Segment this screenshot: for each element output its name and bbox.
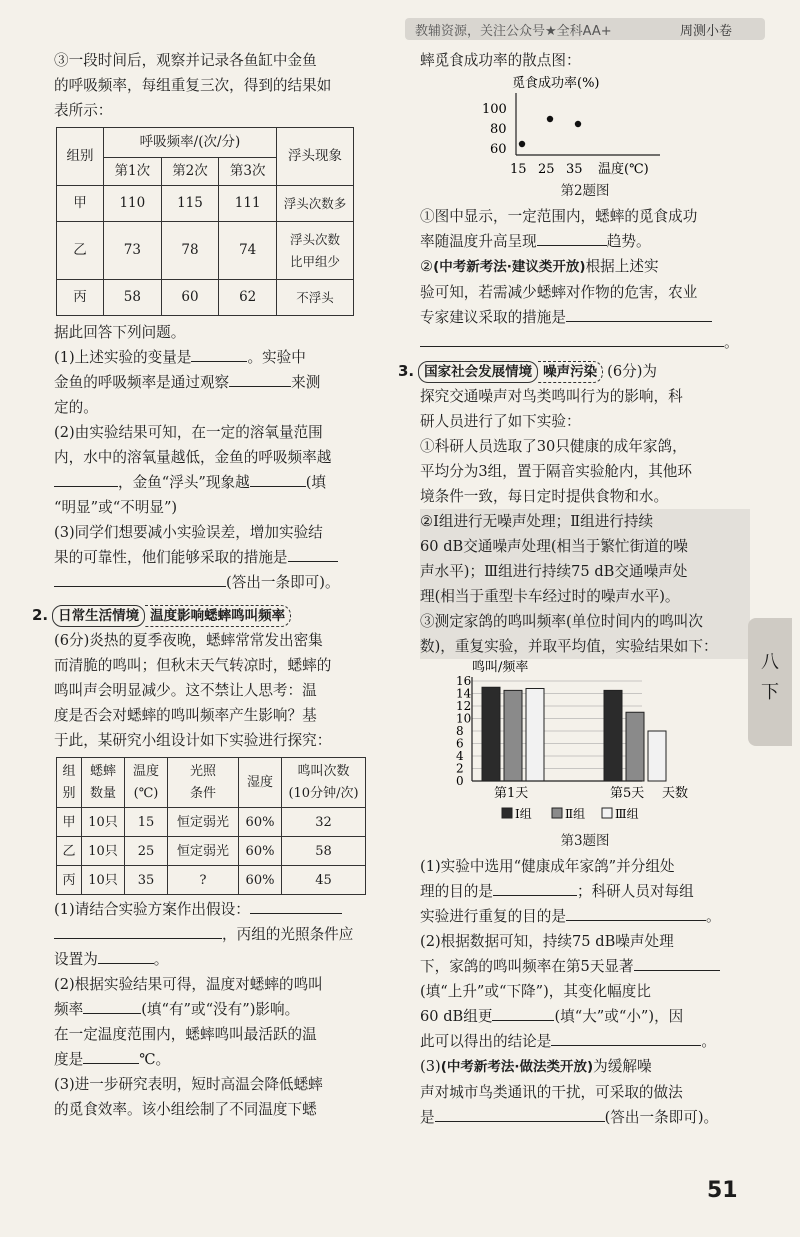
th: [57, 758, 82, 808]
cell: ?: [168, 866, 239, 895]
text: 此可以得出的结论是: [420, 1033, 552, 1050]
bar-ytick: 14: [456, 686, 472, 701]
q2-p5: [420, 254, 750, 280]
text: ，丙组的光照条件应: [222, 926, 354, 943]
question-number: 2.: [32, 606, 49, 624]
q3-line: ③测定家鸽的鸣叫频率(单位时间内的鸣叫次: [420, 609, 750, 634]
respiration-table: [56, 127, 354, 316]
th: [82, 758, 125, 808]
cell: 恒定弱光: [168, 808, 239, 837]
side-tab-term: 下: [761, 682, 779, 703]
answer-blank[interactable]: [551, 1031, 701, 1046]
legend-swatch: [602, 808, 612, 818]
cell: 10只: [82, 808, 125, 837]
scatter-point: [575, 121, 581, 127]
text: (1)请结合实验方案作出假设：: [54, 901, 250, 918]
grade-side-tab: [748, 618, 792, 746]
cell: 45: [282, 866, 366, 895]
answer-blank[interactable]: [83, 999, 141, 1014]
text: 根据上述实: [585, 258, 659, 275]
q2-p5: 验可知，若需减少蟋蟀对作物的危害，农业: [420, 284, 698, 301]
bar-marks: [482, 687, 666, 781]
th-line: 别: [62, 785, 76, 801]
answer-blank[interactable]: [493, 881, 577, 896]
q3-p1: (1)实验中选用“健康成年家鸽”并分组处: [420, 858, 675, 875]
q1-intro-line: 的呼吸频率，每组重复三次，得到的结果如: [54, 77, 332, 94]
bar: [504, 690, 522, 781]
th-trial: 第2次: [161, 158, 219, 186]
bar-ytick: 6: [456, 736, 464, 751]
bar-ytick: 4: [456, 749, 464, 763]
bar-category-label: 第5天: [610, 786, 645, 801]
bar-ytick: 16: [456, 674, 472, 688]
text: 为缓解噪: [593, 1058, 652, 1075]
text: 实验进行重复的目的是: [420, 908, 566, 925]
cell: 60%: [239, 866, 282, 895]
text: 。实验中: [247, 349, 306, 366]
text: (填“大”或“小”)，因: [554, 1008, 684, 1025]
answer-blank[interactable]: [191, 347, 247, 362]
figure-caption: 第3题图: [560, 833, 610, 849]
cell: 10只: [82, 837, 125, 866]
bar: [526, 689, 544, 782]
bar-xlabel: 天数: [662, 786, 689, 801]
q3-p2: [420, 954, 750, 979]
th-freq: 呼吸频率/(次/分): [104, 128, 277, 158]
q2-p1: [54, 897, 384, 922]
th: 湿度: [239, 758, 282, 808]
cell: 110: [104, 186, 162, 222]
cell-line: 浮头次数: [289, 231, 340, 247]
th: [282, 758, 366, 808]
success-rate-scatter: [460, 73, 690, 179]
q3-line: 研人员进行了如下实验：: [420, 413, 581, 430]
th-line: (10分钟/次): [288, 785, 359, 801]
q3-line: 境条件一致，每日定时提供食物和水。: [420, 488, 669, 505]
bar-ytick: 2: [456, 761, 464, 776]
text: ；科研人员对每组: [576, 883, 694, 900]
q3-line: 平均分为3组，置于隔音实验舱内，其他环: [420, 463, 692, 480]
answer-blank[interactable]: [229, 372, 291, 387]
topic-tag: 温度影响蟋蟀鸣叫频率: [145, 605, 291, 627]
bar: [604, 690, 622, 781]
text: 果的可靠性，他们能够采取的措施是: [54, 549, 288, 566]
text: 率随温度升高呈现: [420, 233, 537, 250]
q3-p1: [420, 879, 750, 904]
legend-label: Ⅲ组: [615, 807, 639, 821]
q2-p1: [54, 922, 384, 947]
answer-blank[interactable]: [566, 307, 712, 322]
th-line: 数量: [89, 785, 116, 801]
text: 理的目的是: [420, 883, 493, 900]
answer-blank[interactable]: [288, 547, 338, 562]
header-title: 周测小卷: [680, 24, 733, 39]
header-source: 教辅资源，关注公众号★全科AA+: [415, 24, 612, 39]
text: 设置为: [54, 951, 98, 968]
cell: 111: [219, 186, 277, 222]
q3-line: ①科研人员选取了30只健康的成年家鸽，: [420, 438, 687, 455]
pigeon-call-bar-chart: [432, 659, 732, 829]
q2-p1: [54, 947, 384, 972]
text: (答出一条即可)。: [604, 1109, 719, 1126]
q2-p3: (3)进一步研究表明，短时高温会降低蟋蟀: [54, 1076, 323, 1093]
cricket-table: [56, 757, 366, 895]
th-group: 组别: [57, 128, 104, 186]
q3-p3: [420, 1054, 750, 1080]
scatter-ytick: 100: [482, 102, 507, 117]
th-line: 光照: [189, 763, 216, 779]
cell: 60: [161, 280, 219, 316]
text: ℃。: [139, 1051, 171, 1068]
q2-cont: 蟀觅食成功率的散点图：: [420, 52, 581, 69]
text: 频率: [54, 1001, 84, 1018]
q1-p1: [54, 370, 384, 395]
cell: 62: [219, 280, 277, 316]
cell: 浮头次数多: [277, 186, 354, 222]
bar-ytick: 10: [456, 711, 472, 726]
q2-heading: [32, 603, 384, 628]
text: ，金鱼“浮头”现象越: [118, 474, 250, 491]
scatter-ytick: 80: [490, 122, 507, 137]
exam-tag: (中考新考法·建议类开放): [433, 259, 586, 275]
text: 来测: [291, 374, 321, 391]
text: (填“有”或“没有”)影响。: [141, 1001, 300, 1018]
table-row: [57, 222, 354, 280]
text: 金鱼的呼吸频率是通过观察: [54, 374, 230, 391]
text: 60 dB组更: [420, 1008, 493, 1025]
scatter-ytick: 60: [490, 142, 507, 157]
q1-intro-line: ③一段时间后，观察并记录各鱼缸中金鱼: [54, 52, 317, 69]
cell: 115: [161, 186, 219, 222]
cell: 32: [282, 808, 366, 837]
cell: 60%: [239, 808, 282, 837]
text: (3): [420, 1058, 441, 1075]
q1-p2: “明显”或“不明显”): [54, 499, 178, 516]
bar-legend: [502, 807, 639, 821]
answer-blank[interactable]: [54, 924, 222, 939]
q3-line: 声水平)；Ⅲ组进行持续75 dB交通噪声处: [420, 559, 750, 584]
bar-ytick: 8: [456, 724, 464, 738]
cell: 10只: [82, 866, 125, 895]
bar: [648, 731, 666, 781]
cell: 乙: [57, 837, 82, 866]
bar-yticks: [456, 674, 472, 788]
th-trial: 第3次: [219, 158, 277, 186]
text: 。: [701, 1033, 716, 1050]
scatter-xlabel: 温度(℃): [598, 162, 649, 177]
context-tag: 日常生活情境: [52, 605, 145, 627]
q1-p2: [54, 470, 384, 495]
answer-blank[interactable]: [566, 906, 706, 921]
cell: 25: [125, 837, 168, 866]
topic-tag: 噪声污染: [538, 361, 603, 383]
cell: 58: [104, 280, 162, 316]
q1-p3: [54, 545, 384, 570]
q3-p1: [420, 904, 750, 929]
table-row: [57, 280, 354, 316]
answer-blank[interactable]: [492, 1006, 554, 1021]
cell: 甲: [57, 808, 82, 837]
bar: [482, 687, 500, 781]
legend-label: Ⅰ组: [515, 807, 532, 821]
legend-swatch: [502, 808, 512, 818]
q3-p2: [420, 1004, 750, 1029]
cell: 乙: [57, 222, 104, 280]
text: ②: [420, 258, 434, 275]
legend-label: Ⅱ组: [565, 807, 586, 821]
q3-p3: [420, 1105, 750, 1130]
q2-line: (6分)炎热的夏季夜晚，蟋蟀常常发出密集: [54, 632, 323, 649]
th-float: 浮头现象: [277, 128, 354, 186]
q3-line: 理(相当于重型卡车经过时的噪声水平)。: [420, 584, 750, 609]
context-tag: 国家社会发展情境: [418, 361, 538, 383]
cell: 15: [125, 808, 168, 837]
text: 是: [420, 1109, 435, 1126]
q2-p2: 在一定温度范围内，蟋蟀鸣叫最活跃的温: [54, 1026, 317, 1043]
q3-p2: [420, 1029, 750, 1054]
q3-p2: (填“上升”或“下降”)，其变化幅度比: [420, 983, 651, 1000]
left-column: [32, 48, 384, 1122]
th-line: 组: [62, 763, 76, 779]
th-line: (℃): [133, 785, 159, 801]
scatter-ylabel: 觅食成功率(%): [512, 76, 600, 91]
scatter-point: [547, 116, 553, 122]
q1-p3: [54, 570, 384, 595]
text: 下，家鸽的鸣叫频率在第5天显著: [420, 958, 634, 975]
q2-line: 鸣叫声会明显减少。这不禁让人思考：温: [54, 682, 317, 699]
q1-after: 据此回答下列问题。: [54, 324, 186, 341]
answer-blank[interactable]: [250, 899, 342, 914]
bar-category-label: 第1天: [494, 786, 529, 801]
table-row: [57, 808, 366, 837]
cell: 丙: [57, 866, 82, 895]
answer-blank[interactable]: [250, 472, 306, 487]
bar-ylabel: 鸣叫/频率: [472, 660, 529, 675]
page-number: 51: [707, 1178, 738, 1203]
figure-caption: 第2题图: [560, 183, 610, 199]
q2-p5: [420, 330, 750, 355]
text: 。: [724, 334, 739, 351]
text: (1)上述实验的变量是: [54, 349, 192, 366]
answer-blank[interactable]: [54, 572, 226, 587]
right-column: [398, 48, 750, 1130]
cell: 73: [104, 222, 162, 280]
table-row: [57, 837, 366, 866]
th-line: 温度: [132, 763, 159, 779]
q1-p3: (3)同学们想要减小实验误差，增加实验结: [54, 524, 323, 541]
scatter-xtick: 25: [538, 162, 555, 177]
q2-p2: [54, 1047, 384, 1072]
text: 。: [705, 908, 721, 925]
cell: 35: [125, 866, 168, 895]
th-line: 蟋蟀: [89, 763, 116, 779]
q2-p5: [420, 305, 750, 330]
cell: 74: [219, 222, 277, 280]
q3-line: 探究交通噪声对鸟类鸣叫行为的影响，科: [420, 388, 683, 405]
bar-ytick: 12: [456, 699, 472, 713]
cell: [277, 222, 354, 280]
answer-blank[interactable]: [420, 332, 724, 347]
table-row: [57, 866, 366, 895]
q2-p4: ①图中显示，一定范围内，蟋蟀的觅食成功: [420, 208, 698, 225]
th: [168, 758, 239, 808]
cell: 恒定弱光: [168, 837, 239, 866]
q3-line: ②Ⅰ组进行无噪声处理；Ⅱ组进行持续: [420, 509, 750, 534]
q1-intro-line: 表所示：: [54, 102, 113, 119]
q3-p3: 声对城市鸟类通讯的干扰，可采取的做法: [420, 1084, 683, 1101]
q1-p1: 定的。: [54, 399, 98, 416]
bar: [626, 712, 644, 781]
answer-blank[interactable]: [54, 472, 118, 487]
q3-heading: [398, 359, 750, 384]
q2-p2: [54, 997, 384, 1022]
cell: 60%: [239, 837, 282, 866]
th-trial: 第1次: [104, 158, 162, 186]
answer-blank[interactable]: [435, 1107, 605, 1122]
scatter-point: [519, 141, 525, 147]
answer-blank[interactable]: [634, 956, 720, 971]
q2-p3: 的觅食效率。该小组绘制了不同温度下蟋: [54, 1101, 317, 1118]
cell-line: 比甲组少: [289, 253, 340, 269]
question-number: 3.: [398, 362, 415, 380]
q1-p2: 内，水中的溶氧量越低，金鱼的呼吸频率越: [54, 449, 332, 466]
q1-p2: (2)由实验结果可知，在一定的溶氧量范围: [54, 424, 323, 441]
q2-line: 而清脆的鸣叫；但秋末天气转凉时，蟋蟀的: [54, 657, 332, 674]
text: 趋势。: [606, 233, 651, 250]
q3-line: 数)，重复实验，并取平均值，实验结果如下：: [420, 634, 750, 659]
cell: 丙: [57, 280, 104, 316]
text: (6分)为: [607, 363, 658, 380]
cell: 78: [161, 222, 219, 280]
answer-blank[interactable]: [83, 1049, 139, 1064]
q2-p4: [420, 229, 750, 254]
q2-line: 于此，某研究小组设计如下实验进行探究：: [54, 732, 332, 749]
q3-p2: (2)根据数据可知，持续75 dB噪声处理: [420, 933, 674, 950]
text: (填: [305, 474, 326, 491]
table-row: [57, 186, 354, 222]
cell: 不浮头: [277, 280, 354, 316]
answer-blank[interactable]: [98, 949, 154, 964]
answer-blank[interactable]: [537, 231, 607, 246]
th-line: 鸣叫次数: [297, 763, 350, 779]
text: 度是: [54, 1051, 84, 1068]
q1-p1: [54, 345, 384, 370]
side-tab-grade: 八: [761, 652, 779, 673]
legend-swatch: [552, 808, 562, 818]
scatter-xtick: 15: [510, 162, 527, 177]
exam-tag: (中考新考法·做法类开放): [440, 1059, 594, 1075]
cell: 58: [282, 837, 366, 866]
q2-line: 度是否会对蟋蟀的鸣叫频率产生影响？基: [54, 707, 317, 724]
bar-ytick: 0: [456, 774, 464, 788]
th-line: 条件: [189, 785, 216, 801]
th: [125, 758, 168, 808]
q3-line: 60 dB交通噪声处理(相当于繁忙街道的噪: [420, 534, 750, 559]
text: 。: [153, 951, 169, 968]
text: (答出一条即可)。: [226, 574, 340, 591]
cell: 甲: [57, 186, 104, 222]
q2-p2: (2)根据实验结果可得，温度对蟋蟀的鸣叫: [54, 976, 323, 993]
scatter-xtick: 35: [566, 162, 583, 177]
text: 专家建议采取的措施是: [420, 309, 566, 326]
